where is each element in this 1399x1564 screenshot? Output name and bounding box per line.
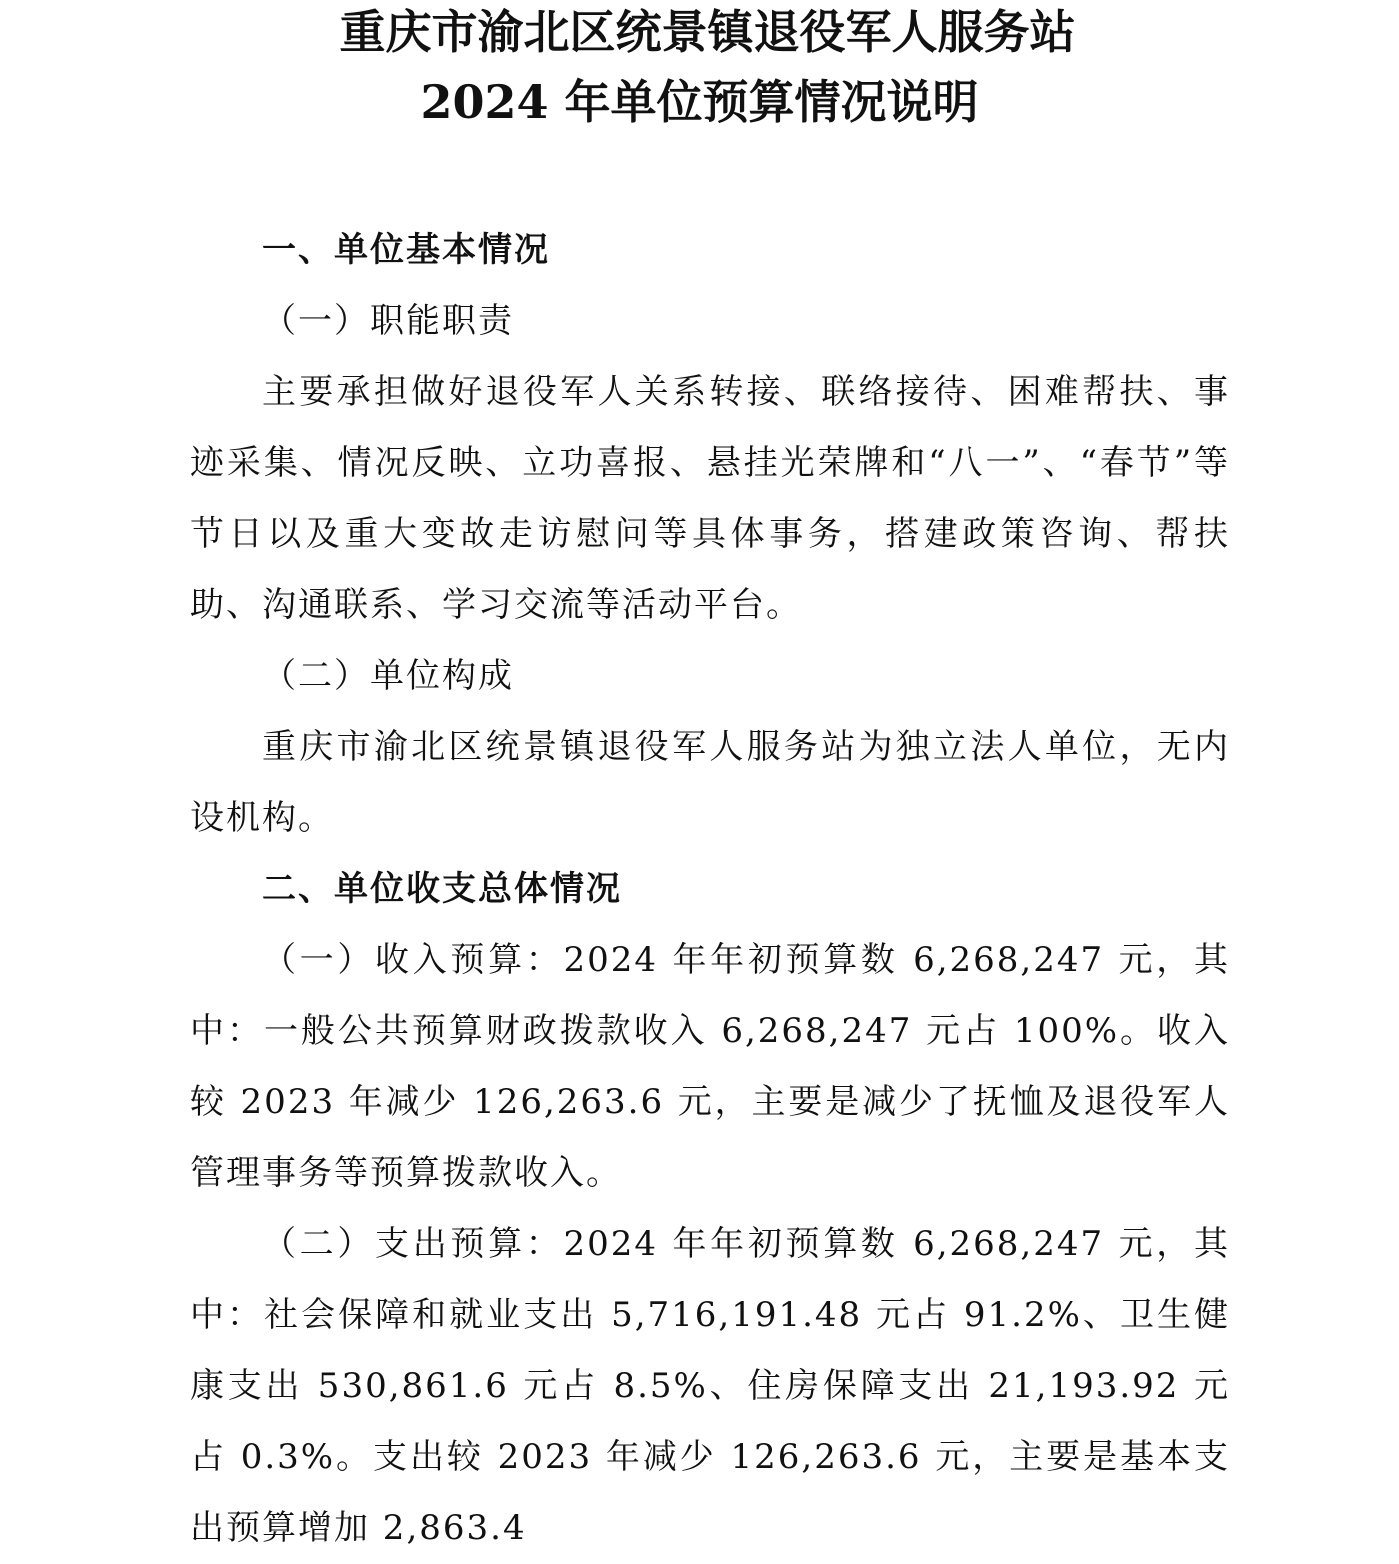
- section1-sub1-heading: （一）职能职责: [262, 301, 514, 341]
- document-title-line2: 2024 年单位预算情况说明: [420, 75, 979, 129]
- section2-expense-paragraph: （二）支出预算：2024 年年初预算数 6,268,247 元，其中：社会保障和就业支出 5,716,191.48 元占 91.2%、卫生健康支出 530,861.6 元占 8.5%、住房保障支出 21,193.92 元占 0.3%。支出较 2023 年减少 126,263.6 元，主要是基本支出预算增加 2,863.4: [190, 1224, 1230, 1548]
- section1-sub1-paragraph: 主要承担做好退役军人关系转接、联络接待、困难帮扶、事迹采集、情况反映、立功喜报、悬挂光荣牌和“八一”、“春节”等节日以及重大变故走访慰问等具体事务，搭建政策咨询、帮扶助、沟通联系、学习交流等活动平台。: [190, 372, 1230, 625]
- section1-heading: 一、单位基本情况: [262, 230, 550, 270]
- section1-sub2-heading: （二）单位构成: [262, 656, 514, 696]
- document-title-line1: 重庆市渝北区统景镇退役军人服务站: [339, 5, 1076, 59]
- section2-heading: 二、单位收支总体情况: [262, 869, 622, 909]
- section2-income-paragraph: （一）收入预算：2024 年年初预算数 6,268,247 元，其中：一般公共预算财政拨款收入 6,268,247 元占 100%。收入较 2023 年减少 126,263.6 元，主要是减少了抚恤及退役军人管理事务等预算拨款收入。: [190, 940, 1230, 1193]
- section1-sub2-paragraph: 重庆市渝北区统景镇退役军人服务站为独立法人单位，无内设机构。: [190, 727, 1230, 838]
- document-body: [190, 215, 1230, 1564]
